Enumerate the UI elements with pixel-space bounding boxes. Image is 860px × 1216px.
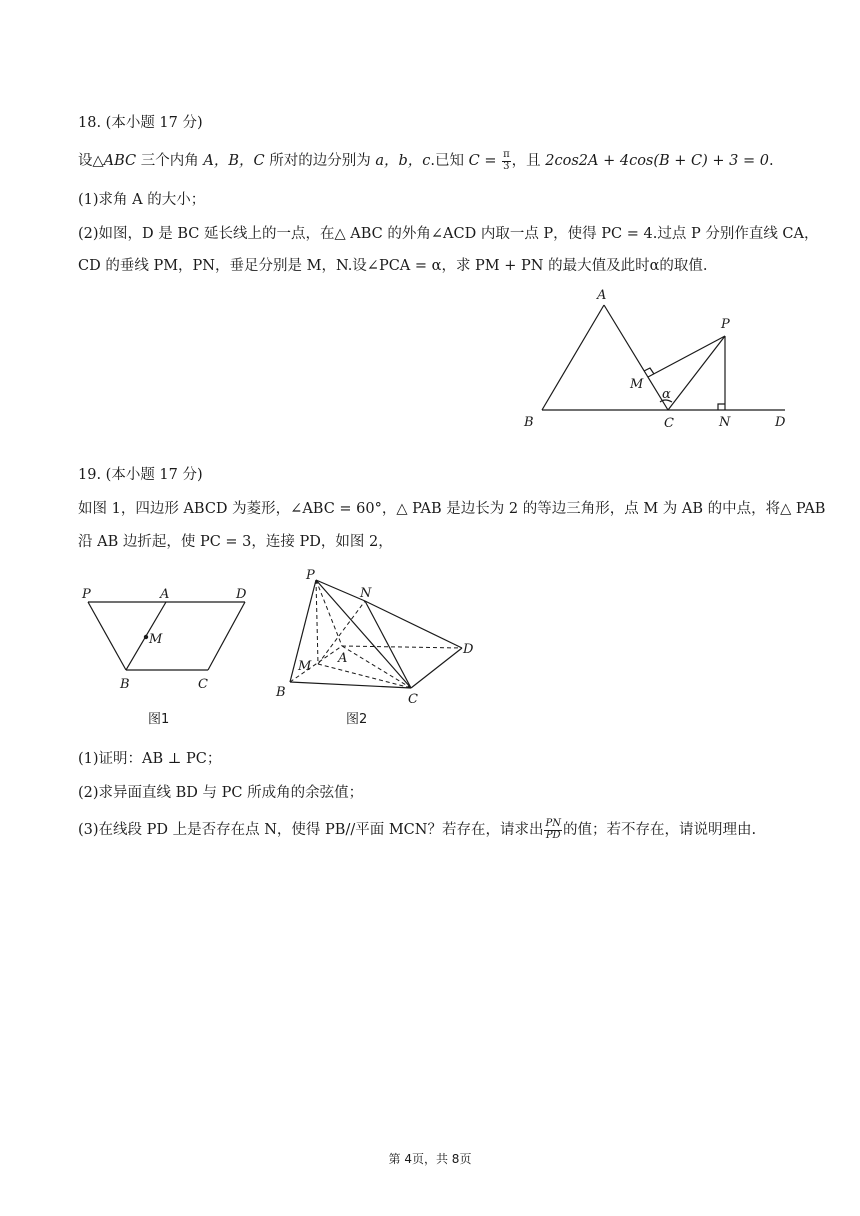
fig18-label-M: M <box>630 377 644 392</box>
fig2-label-A: A <box>338 651 348 666</box>
fig18-label-N: N <box>719 415 731 430</box>
q18-intro-equation: 2cos2A + 4cos(B + C) + 3 = 0 <box>545 153 769 169</box>
fig2-label-M: M <box>298 659 312 674</box>
fig1-label-A: A <box>160 587 170 602</box>
fig1-label-P: P <box>82 587 91 602</box>
q19-header: 19. (本小题 17 分) <box>78 467 203 483</box>
q18-frac-num: π <box>503 149 510 160</box>
q18-part1: (1)求角 A 的大小； <box>78 192 206 208</box>
fig18-label-C: C <box>664 416 674 431</box>
q18-part2-line2: CD 的垂线 PM，PN，垂足分别是 M，N.设∠PCA = α，求 PM + PN 的最大值及此时α的取值. <box>78 258 708 274</box>
page-footer: 第 4页，共 8页 <box>388 1152 472 1166</box>
q19-part3-pre: (3)在线段 PD 上是否存在点 N，使得 PB//平面 MCN？若存在，请求出 <box>78 822 544 838</box>
q19-part3-post: 的值；若不存在，请说明理由. <box>562 822 757 838</box>
q18-intro-mid: 三个内角 <box>136 153 204 169</box>
fig1-label-D: D <box>236 587 247 602</box>
q19-part3 <box>78 819 756 841</box>
fig18-label-P: P <box>721 317 730 332</box>
q19-frac-den: PD <box>545 829 561 841</box>
fig2-label-D: D <box>463 642 474 657</box>
q18-intro-known: .已知 <box>430 153 469 169</box>
fig2-label-P: P <box>306 568 315 583</box>
q18-intro-c-eq: C = <box>468 153 502 169</box>
q18-intro-angles: A，B，C <box>203 153 265 169</box>
fig2-caption: 图2 <box>346 712 368 727</box>
q18-frac-den: 3 <box>503 160 510 172</box>
fig2-label-B: B <box>276 685 286 700</box>
fig2-label-N: N <box>360 586 372 601</box>
q18-part2-line1: (2)如图，D 是 BC 延长线上的一点，在△ ABC 的外角∠ACD 内取一点 P，使得 PC = 4.过点 P 分别作直线 CA， <box>78 226 819 242</box>
q18-intro-pre: 设△ <box>78 153 104 169</box>
q19-line2: 沿 AB 边折起，使 PC = 3，连接 PD，如图 2， <box>78 534 393 550</box>
q19-line1: 如图 1，四边形 ABCD 为菱形，∠ABC = 60°，△ PAB 是边长为 2 的等边三角形，点 M 为 AB 的中点，将△ PAB <box>78 501 826 517</box>
q18-intro-mid2: 所对的边分别为 <box>264 153 376 169</box>
q18-intro-end: . <box>768 153 774 169</box>
q18-intro-abc: ABC <box>103 153 137 169</box>
fig18-label-D: D <box>775 415 786 430</box>
fig2-label-C: C <box>408 692 418 707</box>
fig18-label-A: A <box>597 288 607 303</box>
fig18-label-B: B <box>524 415 534 430</box>
fig1-label-B: B <box>120 677 130 692</box>
q19-part2: (2)求异面直线 BD 与 PC 所成角的余弦值； <box>78 785 364 801</box>
q19-fraction <box>544 819 561 841</box>
q18-intro-and: ，且 <box>511 153 546 169</box>
fig1-label-C: C <box>198 677 208 692</box>
q18-header: 18. (本小题 17 分) <box>78 115 203 131</box>
q19-frac-num: PN <box>545 818 561 829</box>
q19-part1: (1)证明：AB ⊥ PC； <box>78 751 222 767</box>
fig18-label-alpha: α <box>662 387 671 402</box>
fig1-caption: 图1 <box>148 712 170 727</box>
fig1-label-M: M <box>149 632 163 647</box>
q18-intro-sides: a，b，c <box>375 153 431 169</box>
